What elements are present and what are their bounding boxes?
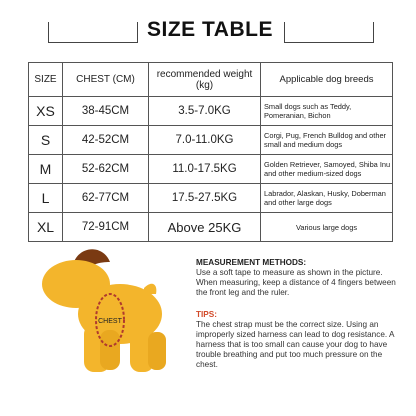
chest-cell: 38-45CM xyxy=(63,97,149,126)
chest-cell: 42-52CM xyxy=(63,126,149,155)
table-row xyxy=(29,97,393,126)
measurement-heading: MEASUREMENT METHODS: xyxy=(196,258,307,267)
weight-cell: 11.0-17.5KG xyxy=(149,155,261,184)
table-row xyxy=(29,155,393,184)
chest-cell: 62-77CM xyxy=(63,184,149,213)
dog-figure xyxy=(28,240,188,380)
header-weight: recommended weight (kg) xyxy=(149,63,261,97)
breeds-cell: Various large dogs xyxy=(261,213,393,242)
breeds-cell: Corgi, Pug, French Bulldog and other small and medium dogs xyxy=(261,126,393,155)
weight-cell: 3.5-7.0KG xyxy=(149,97,261,126)
title-bracket-left xyxy=(48,22,138,43)
chest-cell: 72-91CM xyxy=(63,213,149,242)
size-cell: XL xyxy=(29,213,63,242)
chest-label: CHEST xyxy=(98,318,122,325)
info-panel xyxy=(196,258,396,370)
weight-cell: Above 25KG xyxy=(149,213,261,242)
table-row xyxy=(29,213,393,242)
table-row xyxy=(29,184,393,213)
size-cell: L xyxy=(29,184,63,213)
header-breeds: Applicable dog breeds xyxy=(261,63,393,97)
breeds-cell: Small dogs such as Teddy, Pomeranian, Bichon xyxy=(261,97,393,126)
measurement-text: Use a soft tape to measure as shown in the picture. When measuring, keep a distance of 4 fingers between the front leg and the ruler. xyxy=(196,268,396,297)
weight-cell: 17.5-27.5KG xyxy=(149,184,261,213)
page-title: SIZE TABLE xyxy=(147,18,273,41)
dog-illustration xyxy=(28,240,188,380)
title-bar xyxy=(0,0,416,62)
table-header-row xyxy=(29,63,393,97)
breeds-cell: Golden Retriever, Samoyed, Shiba Inu and other medium-sized dogs xyxy=(261,155,393,184)
size-table xyxy=(28,62,393,242)
size-cell: S xyxy=(29,126,63,155)
header-chest: CHEST (CM) xyxy=(63,63,149,97)
chest-cell: 52-62CM xyxy=(63,155,149,184)
tips-heading: TIPS: xyxy=(196,310,217,319)
table-row xyxy=(29,126,393,155)
weight-cell: 7.0-11.0KG xyxy=(149,126,261,155)
breeds-cell: Labrador, Alaskan, Husky, Doberman and other large dogs xyxy=(261,184,393,213)
tips-text: The chest strap must be the correct size. Using an improperly sized harness can lead to dog resistance. A harness that is too small can cause your dog to have trouble breathing and put too much pressure on the chest. xyxy=(196,320,394,369)
size-cell: M xyxy=(29,155,63,184)
title-bracket-right xyxy=(284,22,374,43)
size-cell: XS xyxy=(29,97,63,126)
header-size: SIZE xyxy=(29,63,63,97)
